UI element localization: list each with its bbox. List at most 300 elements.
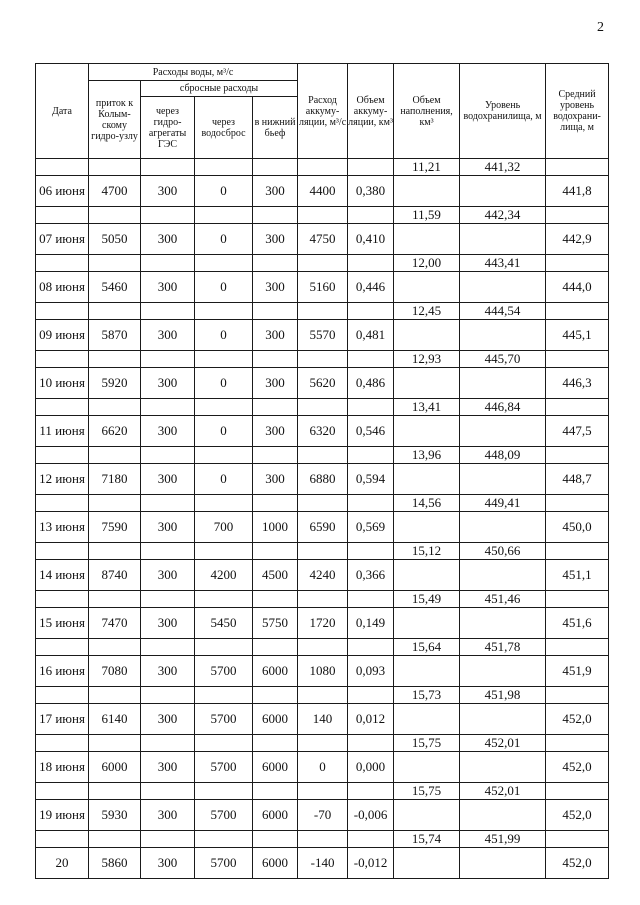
- empty-cell: [394, 176, 460, 207]
- fill-volume-cell: 13,96: [394, 447, 460, 464]
- empty-cell: [298, 207, 348, 224]
- empty-cell: [394, 704, 460, 735]
- empty-cell: [36, 399, 89, 416]
- day-row: [36, 656, 609, 687]
- empty-cell: [195, 207, 253, 224]
- accum-flow-cell: 5570: [298, 320, 348, 351]
- avg-level-cell: 452,0: [546, 800, 609, 831]
- empty-cell: [348, 783, 394, 800]
- empty-cell: [460, 848, 546, 879]
- avg-level-cell: 447,5: [546, 416, 609, 447]
- units-flow-cell: 300: [141, 704, 195, 735]
- empty-cell: [195, 495, 253, 512]
- units-flow-cell: 300: [141, 416, 195, 447]
- empty-cell: [394, 464, 460, 495]
- level-cell: 451,78: [460, 639, 546, 656]
- fill-volume-cell: 15,74: [394, 831, 460, 848]
- level-row: [36, 495, 609, 512]
- downstream-flow-cell: 300: [253, 224, 298, 255]
- spillway-flow-cell: 0: [195, 464, 253, 495]
- level-row: [36, 399, 609, 416]
- inflow-cell: 6000: [89, 752, 141, 783]
- accum-flow-cell: 4240: [298, 560, 348, 591]
- empty-cell: [460, 656, 546, 687]
- empty-cell: [348, 831, 394, 848]
- spillway-flow-cell: 4200: [195, 560, 253, 591]
- empty-cell: [195, 351, 253, 368]
- spillway-flow-cell: 5700: [195, 704, 253, 735]
- empty-cell: [141, 495, 195, 512]
- inflow-cell: 5460: [89, 272, 141, 303]
- empty-cell: [460, 320, 546, 351]
- accum-volume-cell: 0,012: [348, 704, 394, 735]
- units-flow-cell: 300: [141, 560, 195, 591]
- empty-cell: [460, 752, 546, 783]
- date-cell: 07 июня: [36, 224, 89, 255]
- empty-cell: [394, 656, 460, 687]
- empty-cell: [195, 687, 253, 704]
- accum-volume-cell: -0,012: [348, 848, 394, 879]
- level-row: [36, 639, 609, 656]
- inflow-cell: 7470: [89, 608, 141, 639]
- empty-cell: [298, 543, 348, 560]
- inflow-cell: 7080: [89, 656, 141, 687]
- downstream-flow-cell: 300: [253, 416, 298, 447]
- fill-volume-cell: 12,00: [394, 255, 460, 272]
- day-row: [36, 368, 609, 399]
- empty-cell: [36, 159, 89, 176]
- inflow-cell: 5050: [89, 224, 141, 255]
- empty-cell: [141, 207, 195, 224]
- empty-cell: [89, 639, 141, 656]
- empty-cell: [394, 224, 460, 255]
- empty-cell: [394, 848, 460, 879]
- empty-cell: [253, 495, 298, 512]
- empty-cell: [546, 831, 609, 848]
- empty-cell: [460, 800, 546, 831]
- empty-cell: [348, 687, 394, 704]
- empty-cell: [89, 207, 141, 224]
- day-row: [36, 800, 609, 831]
- fill-volume-cell: 15,73: [394, 687, 460, 704]
- empty-cell: [141, 303, 195, 320]
- empty-cell: [546, 591, 609, 608]
- empty-cell: [253, 639, 298, 656]
- downstream-flow-cell: 6000: [253, 704, 298, 735]
- empty-cell: [36, 783, 89, 800]
- empty-cell: [141, 447, 195, 464]
- inflow-cell: 7180: [89, 464, 141, 495]
- fill-volume-cell: 15,75: [394, 735, 460, 752]
- empty-cell: [298, 351, 348, 368]
- downstream-flow-cell: 6000: [253, 752, 298, 783]
- fill-volume-cell: 14,56: [394, 495, 460, 512]
- empty-cell: [348, 447, 394, 464]
- downstream-flow-cell: 4500: [253, 560, 298, 591]
- date-cell: 10 июня: [36, 368, 89, 399]
- accum-volume-cell: 0,486: [348, 368, 394, 399]
- day-row: [36, 848, 609, 879]
- inflow-cell: 8740: [89, 560, 141, 591]
- empty-cell: [460, 416, 546, 447]
- level-row: [36, 831, 609, 848]
- units-flow-cell: 300: [141, 752, 195, 783]
- level-cell: 452,01: [460, 783, 546, 800]
- avg-level-cell: 452,0: [546, 704, 609, 735]
- empty-cell: [89, 255, 141, 272]
- accum-volume-cell: 0,000: [348, 752, 394, 783]
- units-flow-cell: 300: [141, 848, 195, 879]
- downstream-flow-cell: 6000: [253, 656, 298, 687]
- accum-volume-cell: 0,481: [348, 320, 394, 351]
- level-row: [36, 255, 609, 272]
- downstream-flow-cell: 300: [253, 464, 298, 495]
- level-cell: 450,66: [460, 543, 546, 560]
- spillway-flow-cell: 0: [195, 176, 253, 207]
- level-row: [36, 687, 609, 704]
- level-row: [36, 543, 609, 560]
- avg-level-cell: 451,9: [546, 656, 609, 687]
- empty-cell: [141, 255, 195, 272]
- avg-level-cell: 451,6: [546, 608, 609, 639]
- empty-cell: [546, 639, 609, 656]
- empty-cell: [460, 272, 546, 303]
- empty-cell: [348, 207, 394, 224]
- empty-cell: [253, 447, 298, 464]
- level-row: [36, 207, 609, 224]
- empty-cell: [348, 303, 394, 320]
- empty-cell: [89, 831, 141, 848]
- empty-cell: [253, 687, 298, 704]
- units-flow-cell: 300: [141, 608, 195, 639]
- empty-cell: [195, 399, 253, 416]
- accum-flow-cell: 6320: [298, 416, 348, 447]
- day-row: [36, 608, 609, 639]
- units-flow-cell: 300: [141, 464, 195, 495]
- empty-cell: [348, 255, 394, 272]
- inflow-cell: 5870: [89, 320, 141, 351]
- date-cell: 06 июня: [36, 176, 89, 207]
- spillway-flow-cell: 0: [195, 368, 253, 399]
- accum-volume-cell: -0,006: [348, 800, 394, 831]
- empty-cell: [141, 687, 195, 704]
- empty-cell: [298, 495, 348, 512]
- accum-volume-cell: 0,594: [348, 464, 394, 495]
- level-cell: 443,41: [460, 255, 546, 272]
- empty-cell: [89, 687, 141, 704]
- level-row: [36, 303, 609, 320]
- level-cell: 452,01: [460, 735, 546, 752]
- accum-flow-cell: 6880: [298, 464, 348, 495]
- level-cell: 448,09: [460, 447, 546, 464]
- empty-cell: [195, 447, 253, 464]
- accum-volume-cell: 0,093: [348, 656, 394, 687]
- spillway-flow-cell: 5700: [195, 848, 253, 879]
- level-row: [36, 783, 609, 800]
- empty-cell: [348, 735, 394, 752]
- empty-cell: [394, 368, 460, 399]
- header-water-flow: Расходы воды, м³/с: [89, 64, 298, 81]
- header-level: Уровень водохранилища, м: [460, 64, 546, 159]
- empty-cell: [195, 303, 253, 320]
- level-cell: 442,34: [460, 207, 546, 224]
- empty-cell: [36, 639, 89, 656]
- date-cell: 14 июня: [36, 560, 89, 591]
- day-row: [36, 416, 609, 447]
- empty-cell: [253, 783, 298, 800]
- spillway-flow-cell: 5700: [195, 752, 253, 783]
- empty-cell: [298, 783, 348, 800]
- empty-cell: [141, 591, 195, 608]
- avg-level-cell: 445,1: [546, 320, 609, 351]
- accum-flow-cell: 5160: [298, 272, 348, 303]
- date-cell: 16 июня: [36, 656, 89, 687]
- downstream-flow-cell: 5750: [253, 608, 298, 639]
- empty-cell: [460, 608, 546, 639]
- empty-cell: [141, 639, 195, 656]
- empty-cell: [141, 783, 195, 800]
- empty-cell: [195, 543, 253, 560]
- empty-cell: [253, 735, 298, 752]
- empty-cell: [546, 351, 609, 368]
- header-fill-volume: Объем наполнения, км³: [394, 64, 460, 159]
- empty-cell: [348, 543, 394, 560]
- empty-cell: [36, 543, 89, 560]
- level-cell: 445,70: [460, 351, 546, 368]
- empty-cell: [348, 495, 394, 512]
- empty-cell: [89, 447, 141, 464]
- avg-level-cell: 452,0: [546, 848, 609, 879]
- day-row: [36, 320, 609, 351]
- header-discharge: сбросные расходы: [141, 81, 298, 97]
- empty-cell: [253, 399, 298, 416]
- spillway-flow-cell: 700: [195, 512, 253, 543]
- empty-cell: [36, 351, 89, 368]
- empty-cell: [195, 735, 253, 752]
- inflow-cell: 6620: [89, 416, 141, 447]
- empty-cell: [348, 399, 394, 416]
- header-via-units: через гидро-агрегаты ГЭС: [141, 97, 195, 159]
- accum-flow-cell: -70: [298, 800, 348, 831]
- empty-cell: [298, 447, 348, 464]
- empty-cell: [253, 543, 298, 560]
- fill-volume-cell: 12,45: [394, 303, 460, 320]
- date-cell: 20: [36, 848, 89, 879]
- level-cell: 446,84: [460, 399, 546, 416]
- empty-cell: [348, 351, 394, 368]
- accum-flow-cell: 6590: [298, 512, 348, 543]
- downstream-flow-cell: 300: [253, 320, 298, 351]
- date-cell: 15 июня: [36, 608, 89, 639]
- empty-cell: [89, 351, 141, 368]
- level-cell: 444,54: [460, 303, 546, 320]
- empty-cell: [36, 207, 89, 224]
- units-flow-cell: 300: [141, 512, 195, 543]
- empty-cell: [253, 255, 298, 272]
- empty-cell: [546, 735, 609, 752]
- empty-cell: [195, 639, 253, 656]
- empty-cell: [253, 591, 298, 608]
- fill-volume-cell: 11,59: [394, 207, 460, 224]
- inflow-cell: 4700: [89, 176, 141, 207]
- empty-cell: [253, 831, 298, 848]
- level-cell: 451,46: [460, 591, 546, 608]
- accum-flow-cell: 4750: [298, 224, 348, 255]
- downstream-flow-cell: 6000: [253, 800, 298, 831]
- fill-volume-cell: 15,49: [394, 591, 460, 608]
- downstream-flow-cell: 300: [253, 272, 298, 303]
- empty-cell: [546, 255, 609, 272]
- level-cell: 441,32: [460, 159, 546, 176]
- level-row: [36, 735, 609, 752]
- day-row: [36, 512, 609, 543]
- table-header: [36, 64, 609, 159]
- date-cell: 18 июня: [36, 752, 89, 783]
- empty-cell: [253, 303, 298, 320]
- avg-level-cell: 452,0: [546, 752, 609, 783]
- empty-cell: [195, 783, 253, 800]
- empty-cell: [298, 735, 348, 752]
- day-row: [36, 464, 609, 495]
- inflow-cell: 7590: [89, 512, 141, 543]
- empty-cell: [394, 608, 460, 639]
- empty-cell: [141, 735, 195, 752]
- empty-cell: [36, 303, 89, 320]
- empty-cell: [298, 303, 348, 320]
- fill-volume-cell: 11,21: [394, 159, 460, 176]
- empty-cell: [89, 591, 141, 608]
- date-cell: 13 июня: [36, 512, 89, 543]
- empty-cell: [348, 591, 394, 608]
- empty-cell: [89, 159, 141, 176]
- empty-cell: [253, 351, 298, 368]
- inflow-cell: 6140: [89, 704, 141, 735]
- empty-cell: [298, 831, 348, 848]
- downstream-flow-cell: 300: [253, 368, 298, 399]
- empty-cell: [195, 159, 253, 176]
- empty-cell: [141, 831, 195, 848]
- avg-level-cell: 450,0: [546, 512, 609, 543]
- empty-cell: [89, 303, 141, 320]
- empty-cell: [195, 831, 253, 848]
- day-row: [36, 704, 609, 735]
- empty-cell: [546, 687, 609, 704]
- empty-cell: [394, 320, 460, 351]
- header-avg-level: Средний уровень водохрани-лища, м: [546, 64, 609, 159]
- level-row: [36, 351, 609, 368]
- level-row: [36, 159, 609, 176]
- spillway-flow-cell: 0: [195, 272, 253, 303]
- header-via-spillway: через водосброс: [195, 97, 253, 159]
- date-cell: 17 июня: [36, 704, 89, 735]
- empty-cell: [253, 159, 298, 176]
- empty-cell: [36, 687, 89, 704]
- empty-cell: [394, 272, 460, 303]
- empty-cell: [253, 207, 298, 224]
- accum-flow-cell: 0: [298, 752, 348, 783]
- day-row: [36, 176, 609, 207]
- avg-level-cell: 441,8: [546, 176, 609, 207]
- spillway-flow-cell: 0: [195, 416, 253, 447]
- accum-volume-cell: 0,380: [348, 176, 394, 207]
- units-flow-cell: 300: [141, 272, 195, 303]
- units-flow-cell: 300: [141, 320, 195, 351]
- empty-cell: [546, 543, 609, 560]
- empty-cell: [298, 255, 348, 272]
- inflow-cell: 5920: [89, 368, 141, 399]
- empty-cell: [298, 687, 348, 704]
- empty-cell: [89, 543, 141, 560]
- level-cell: 451,98: [460, 687, 546, 704]
- empty-cell: [89, 783, 141, 800]
- accum-volume-cell: 0,569: [348, 512, 394, 543]
- empty-cell: [460, 704, 546, 735]
- units-flow-cell: 300: [141, 656, 195, 687]
- empty-cell: [460, 368, 546, 399]
- units-flow-cell: 300: [141, 224, 195, 255]
- empty-cell: [394, 752, 460, 783]
- empty-cell: [36, 495, 89, 512]
- header-accum-volume: Объем аккуму-ляции, км³: [348, 64, 394, 159]
- fill-volume-cell: 12,93: [394, 351, 460, 368]
- empty-cell: [460, 224, 546, 255]
- downstream-flow-cell: 6000: [253, 848, 298, 879]
- empty-cell: [89, 495, 141, 512]
- empty-cell: [36, 447, 89, 464]
- empty-cell: [89, 735, 141, 752]
- accum-volume-cell: 0,410: [348, 224, 394, 255]
- empty-cell: [141, 543, 195, 560]
- spillway-flow-cell: 5700: [195, 800, 253, 831]
- accum-volume-cell: 0,149: [348, 608, 394, 639]
- accum-flow-cell: 4400: [298, 176, 348, 207]
- empty-cell: [394, 416, 460, 447]
- empty-cell: [546, 303, 609, 320]
- empty-cell: [348, 639, 394, 656]
- empty-cell: [36, 831, 89, 848]
- empty-cell: [546, 399, 609, 416]
- level-cell: 449,41: [460, 495, 546, 512]
- empty-cell: [36, 255, 89, 272]
- accum-flow-cell: 1720: [298, 608, 348, 639]
- spillway-flow-cell: 0: [195, 320, 253, 351]
- empty-cell: [546, 207, 609, 224]
- fill-volume-cell: 15,64: [394, 639, 460, 656]
- empty-cell: [89, 399, 141, 416]
- accum-flow-cell: 1080: [298, 656, 348, 687]
- downstream-flow-cell: 1000: [253, 512, 298, 543]
- empty-cell: [298, 399, 348, 416]
- date-cell: 12 июня: [36, 464, 89, 495]
- units-flow-cell: 300: [141, 176, 195, 207]
- empty-cell: [460, 464, 546, 495]
- empty-cell: [546, 447, 609, 464]
- reservoir-table: [35, 63, 609, 879]
- date-cell: 08 июня: [36, 272, 89, 303]
- spillway-flow-cell: 5700: [195, 656, 253, 687]
- empty-cell: [141, 159, 195, 176]
- date-cell: 19 июня: [36, 800, 89, 831]
- empty-cell: [546, 783, 609, 800]
- avg-level-cell: 446,3: [546, 368, 609, 399]
- date-cell: 09 июня: [36, 320, 89, 351]
- empty-cell: [460, 176, 546, 207]
- accum-volume-cell: 0,446: [348, 272, 394, 303]
- avg-level-cell: 442,9: [546, 224, 609, 255]
- table-body: [36, 159, 609, 879]
- day-row: [36, 752, 609, 783]
- downstream-flow-cell: 300: [253, 176, 298, 207]
